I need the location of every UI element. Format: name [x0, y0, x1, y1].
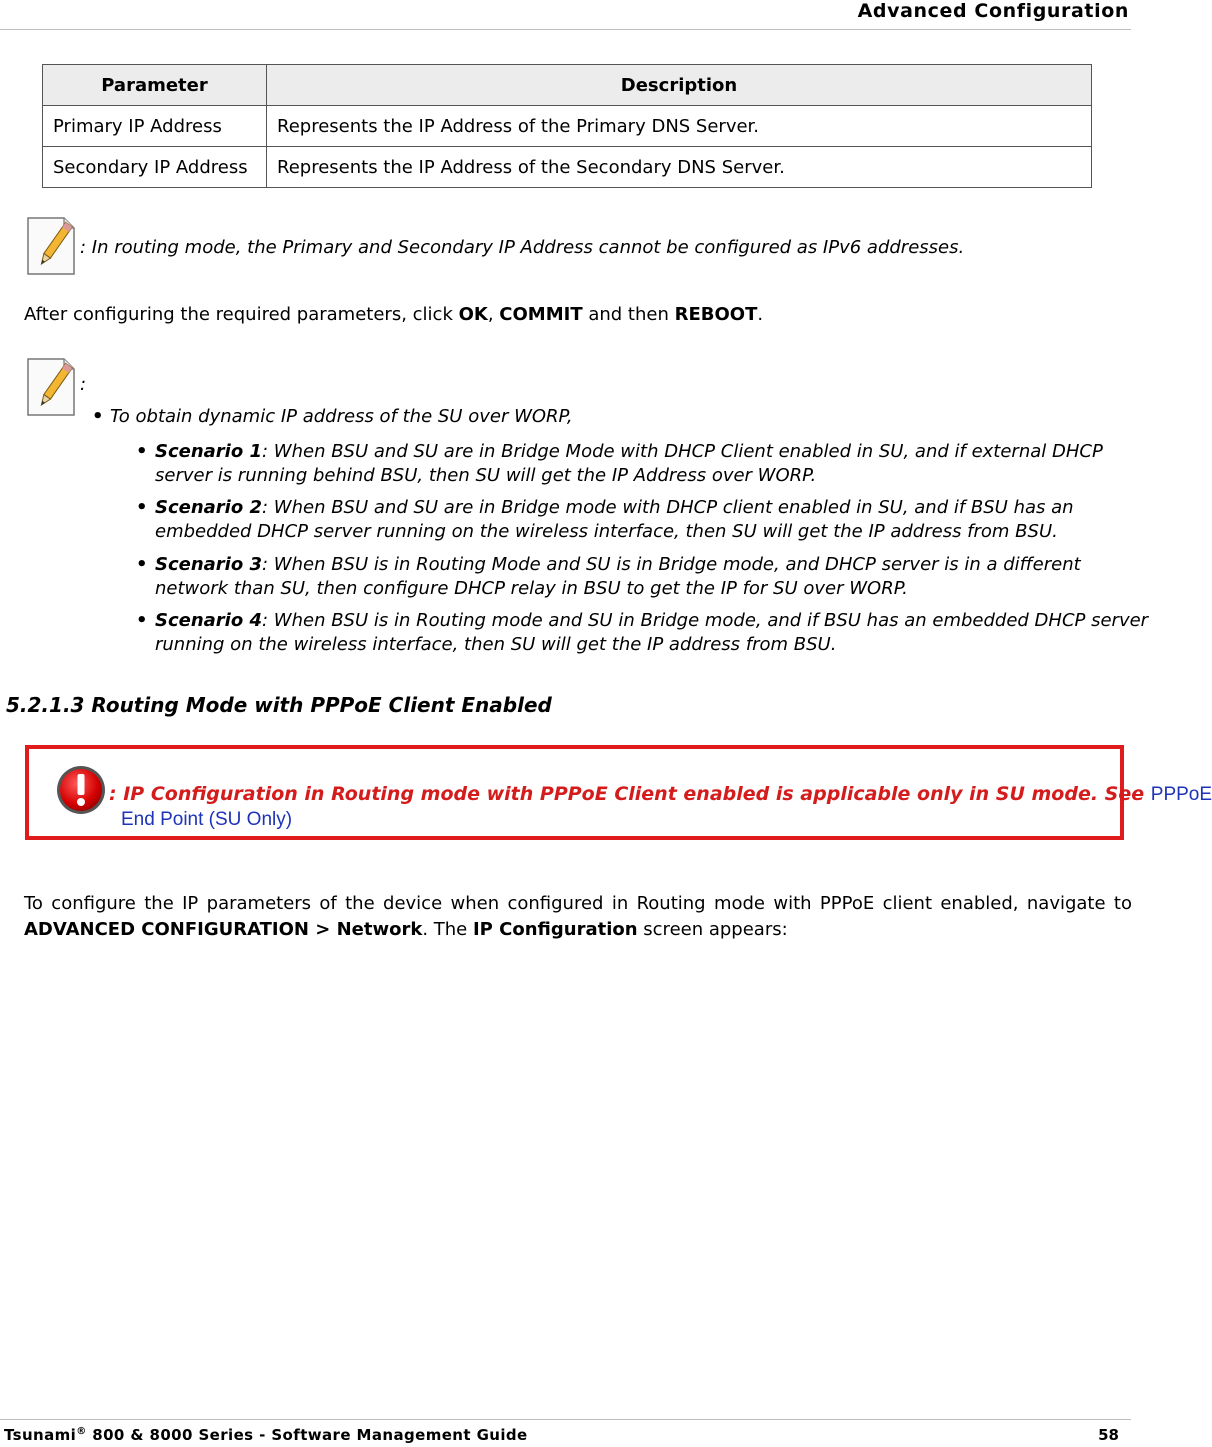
column-header-parameter: Parameter [43, 65, 267, 106]
pppoe-endpoint-link-continued[interactable]: End Point (SU Only) [121, 809, 293, 830]
ok-term: OK [458, 304, 488, 325]
scenario-label: Scenario 3 [155, 554, 263, 575]
table-row [43, 106, 1092, 147]
bullet-glyph: • [136, 497, 148, 518]
note-routing-ipv6: : In routing mode, the Primary and Secondary IP Address cannot be configured as IPv6 addresses. [80, 237, 965, 258]
warning-text: : IP Configuration in Routing mode with PPPoE Client enabled is applicable only in SU mode. See [109, 783, 1151, 805]
instructions-mid: . The [422, 919, 473, 940]
screen-name: IP Configuration [472, 919, 638, 940]
scenario-label: Scenario 2 [155, 497, 263, 518]
pencil-note-icon [26, 357, 76, 413]
commit-term: COMMIT [499, 304, 583, 325]
scenario-line1: : When BSU is in Routing mode and SU in Bridge mode, and if BSU has an embedded DHCP server [262, 610, 1149, 631]
bullet-glyph: • [92, 406, 104, 427]
note-colon: : [80, 374, 87, 395]
section-heading: 5.2.1.3 Routing Mode with PPPoE Client Enabled [6, 693, 552, 717]
footer-registered-mark: ® [76, 1426, 87, 1437]
page-number: 58 [1098, 1426, 1119, 1444]
after-config-sep: , [487, 304, 500, 325]
after-config-mid: and then [582, 304, 675, 325]
exclamation-warning-icon [55, 764, 107, 816]
table-cell-description: Represents the IP Address of the Primary DNS Server. [267, 106, 1092, 147]
column-header-description: Description [267, 65, 1092, 106]
after-config-paragraph [24, 304, 763, 325]
scenario-label: Scenario 1 [155, 441, 263, 462]
pppoe-endpoint-link[interactable]: PPPoE [1150, 784, 1212, 805]
reboot-term: REBOOT [674, 304, 758, 325]
instructions-prefix: To configure the IP parameters of the device when configured in Routing mode with PPPoE client enabled, navigate to [24, 893, 1132, 914]
nav-path: ADVANCED CONFIGURATION > Network [24, 919, 423, 940]
scenario-line2: running on the wireless interface, then SU will get the IP address from BSU. [155, 634, 837, 655]
table-cell-parameter: Secondary IP Address [43, 147, 267, 188]
scenario-line2: embedded DHCP server running on the wireless interface, then SU will get the IP address from BSU. [155, 521, 1058, 542]
bullet-intro-text: To obtain dynamic IP address of the SU over WORP, [110, 406, 573, 427]
table-cell-parameter: Primary IP Address [43, 106, 267, 147]
warning-line1 [109, 783, 1212, 806]
after-config-prefix: After configuring the required parameters, click [24, 304, 459, 325]
parameter-table [42, 64, 1092, 188]
scenario-line1: : When BSU is in Routing Mode and SU is in Bridge mode, and DHCP server is in a different [262, 554, 1081, 575]
bullet-glyph: • [136, 554, 148, 575]
header-divider [0, 29, 1131, 30]
bullet-glyph: • [136, 441, 148, 462]
scenario-line2: network than SU, then configure DHCP relay in BSU to get the IP for SU over WORP. [155, 578, 908, 599]
pencil-note-icon [26, 216, 76, 272]
instructions-end: screen appears: [637, 919, 788, 940]
scenario-line2: server is running behind BSU, then SU will get the IP Address over WORP. [155, 465, 817, 486]
table-row [43, 147, 1092, 188]
footer-divider [0, 1419, 1131, 1420]
scenario-line1: : When BSU and SU are in Bridge Mode with DHCP Client enabled in SU, and if external DHCP [262, 441, 1103, 462]
scenario-line1: : When BSU and SU are in Bridge mode with DHCP client enabled in SU, and if BSU has an [262, 497, 1074, 518]
scenario-label: Scenario 4 [155, 610, 263, 631]
bullet-glyph: • [136, 610, 148, 631]
table-cell-description: Represents the IP Address of the Secondary DNS Server. [267, 147, 1092, 188]
page-header-title: Advanced Configuration [857, 0, 1129, 22]
instructions-paragraph [24, 891, 1132, 943]
footer-guide-title [4, 1426, 528, 1444]
after-config-end: . [757, 304, 764, 325]
table-header-row [43, 65, 1092, 106]
footer-product: Tsunami [4, 1426, 77, 1444]
footer-rest: 800 & 8000 Series - Software Management Guide [86, 1426, 528, 1444]
